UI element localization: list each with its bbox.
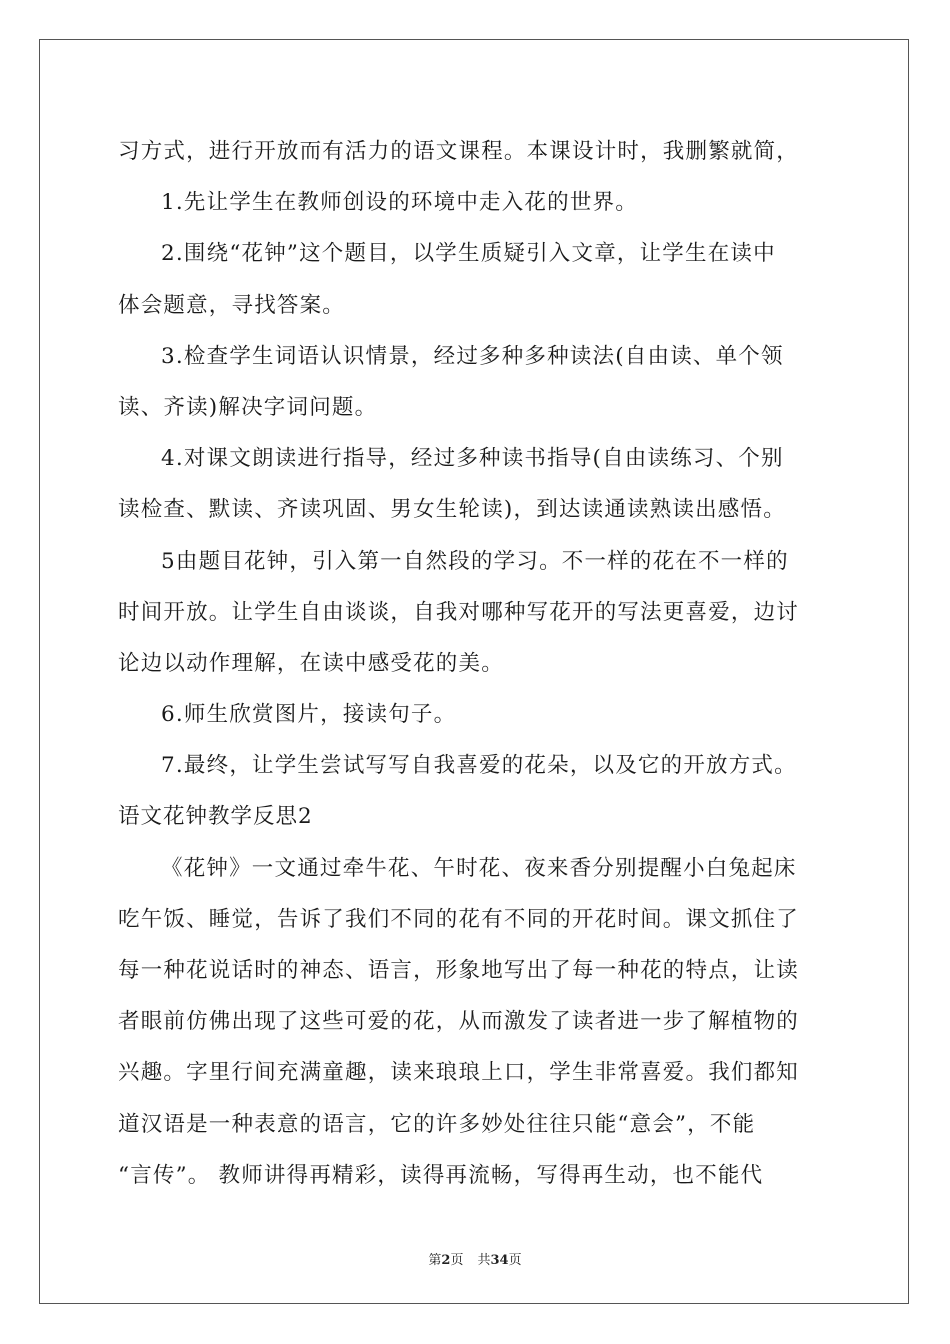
total-prefix: 共	[477, 1253, 491, 1268]
section-heading: 语文花钟教学反思2	[118, 804, 313, 830]
text-line: 7.最终，让学生尝试写写自我喜爱的花朵，以及它的开放方式。	[161, 753, 797, 779]
text-line: 体会题意，寻找答案。	[118, 292, 346, 318]
text-line: 读检查、默读、齐读巩固、男女生轮读)，到达读通读熟读出感悟。	[118, 497, 786, 523]
page-suffix: 页	[450, 1253, 464, 1268]
text-line: 2.围绕“花钟”这个题目，以学生质疑引入文章，让学生在读中	[161, 241, 776, 267]
text-line: 时间开放。让学生自由谈谈，自我对哪种写花开的写法更喜爱，边讨	[118, 599, 800, 625]
total-pages: 34	[490, 1253, 509, 1268]
total-suffix: 页	[508, 1253, 522, 1268]
text-line: 《花钟》一文通过牵牛花、午时花、夜来香分别提醒小白兔起床	[161, 855, 797, 881]
text-line: 6.师生欣赏图片，接读句子。	[161, 702, 457, 728]
text-line: 兴趣。字里行间充满童趣，读来琅琅上口，学生非常喜爱。我们都知	[118, 1060, 800, 1086]
text-line: “言传”。 教师讲得再精彩，读得再流畅，写得再生动，也不能代	[118, 1162, 764, 1188]
page-prefix: 第	[428, 1253, 442, 1268]
page-footer	[0, 1249, 950, 1268]
text-line: 吃午饭、睡觉，告诉了我们不同的花有不同的开花时间。课文抓住了	[118, 906, 800, 932]
page-number: 2	[441, 1253, 451, 1268]
text-line: 习方式，进行开放而有活力的语文课程。本课设计时，我删繁就简，	[118, 139, 800, 164]
text-line: 论边以动作理解，在读中感受花的美。	[118, 650, 504, 676]
text-line: 5由题目花钟，引入第一自然段的学习。不一样的花在不一样的	[161, 548, 789, 574]
text-line: 道汉语是一种表意的语言，它的许多妙处往往只能“意会”，不能	[118, 1111, 756, 1137]
text-line: 读、齐读)解决字词问题。	[118, 394, 378, 420]
text-line: 1.先让学生在教师创设的环境中走入花的世界。	[161, 190, 638, 216]
document-body	[118, 126, 834, 1201]
text-line: 每一种花说话时的神态、语言，形象地写出了每一种花的特点，让读	[118, 958, 800, 983]
text-line: 3.检查学生词语认识情景，经过多种多种读法(自由读、单个领	[161, 343, 784, 369]
text-line: 4.对课文朗读进行指导，经过多种读书指导(自由读练习、个别	[161, 446, 784, 472]
text-line: 者眼前仿佛出现了这些可爱的花，从而激发了读者进一步了解植物的	[118, 1009, 800, 1035]
